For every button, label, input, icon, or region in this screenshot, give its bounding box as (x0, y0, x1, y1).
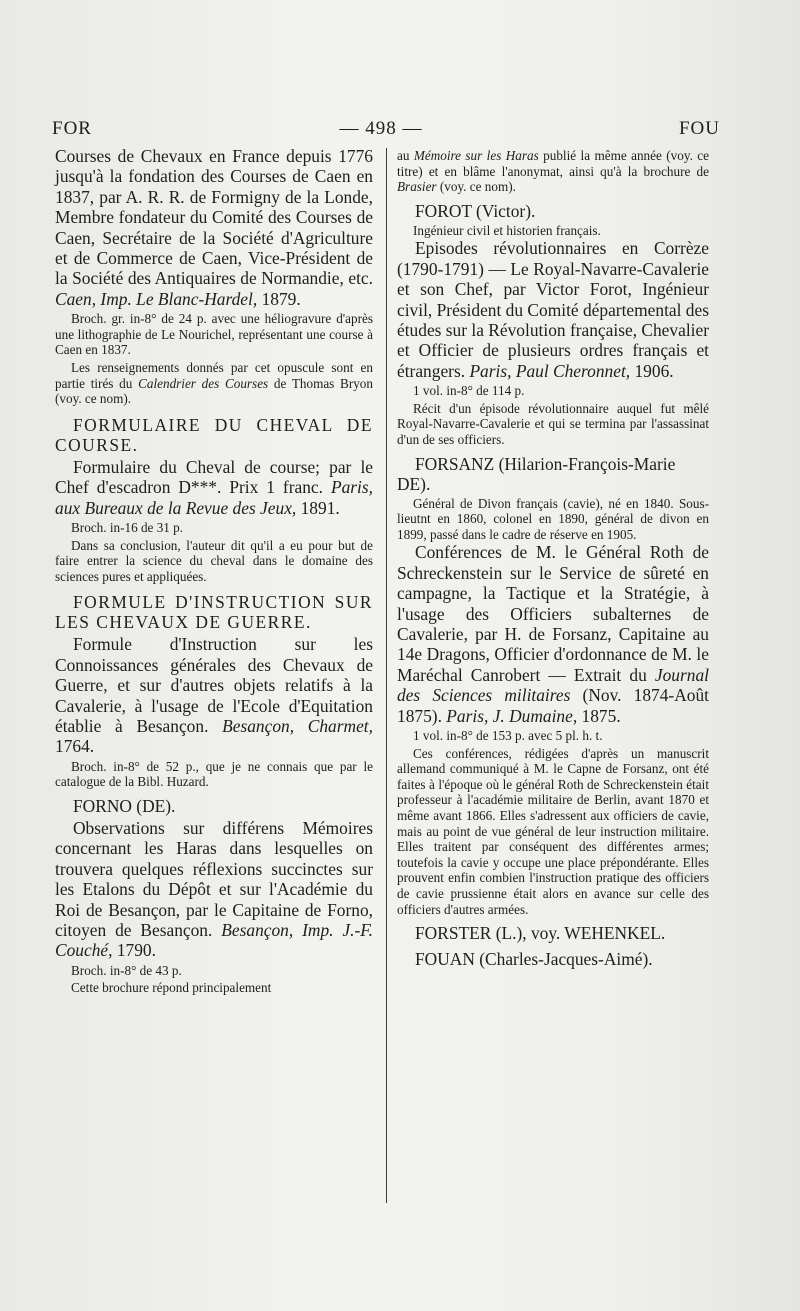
author-bio: Ingénieur civil et historien français. (413, 222, 601, 238)
entry-year: 1906. (630, 360, 674, 381)
entry-note: Broch. in-8° de 52 p., que je ne connais que par le catalogue de la Bibl. Huzard. (55, 758, 373, 790)
note-text: de Thomas Bryon (voy. ce nom). (55, 375, 373, 407)
entry-year: 1764. (55, 736, 95, 757)
entry-note: Cette brochure répond principalement (71, 980, 272, 996)
entry-note: Broch. in-16 de 31 p. (71, 520, 184, 536)
entry-imprint: Caen, Imp. Le Blanc-Hardel, (55, 288, 258, 309)
entry-imprint: Paris, Paul Cheronnet, (469, 360, 631, 381)
entry-imprint: Besançon, Imp. J.-F. Couché, (55, 920, 373, 961)
entry-text: (Nov. 1874-Août 1875). (397, 685, 709, 726)
entry-forsanz (397, 542, 709, 726)
entry-year: 1875. (577, 705, 621, 726)
entry-note: Dans sa conclusion, l'auteur dit qu'il a eu pour but de faire entrer la science du cheval dans le domaine des sciences pures et appliquées. (55, 537, 373, 584)
column-divider (386, 148, 387, 1203)
entry-year: 1790. (112, 940, 156, 961)
page-number: — 498 — (339, 118, 423, 139)
continued-note (397, 148, 709, 195)
entry-formulaire (55, 457, 373, 518)
entry-formule (55, 634, 373, 756)
entry-note: Broch. in-8° de 43 p. (71, 962, 182, 978)
entry-imprint: Besançon, Charmet, (222, 716, 373, 737)
heading-formulaire: FORMULAIRE DU CHEVAL DE COURSE. (55, 414, 373, 455)
heading-forsanz: FORSANZ (Hilarion-François-Marie DE). (397, 453, 676, 494)
note-title: Mémoire sur les Haras (413, 148, 539, 163)
header-left-word: FOR (52, 118, 92, 139)
entry-forno (55, 818, 373, 961)
entry-text: Conférences de M. le Général Roth de Schreckenstein sur le Service de sûreté en campagne, la Tactique et la Stratégie, à l'usage des Officiers subalternes de Cavalerie, par H. de Forsanz, Capitaine au 14e Dragons, Officier d'ordonnance de M. le Maréchal Canrobert — Extrait du (397, 542, 709, 685)
entry-text: Formule d'Instruction sur les Connoissances générales des Chevaux de Guerre, et sur d'autres objets relatifs à la Cavalerie, à l'usage de l'Ecole d'Equitation établie à Besançon. (55, 634, 373, 737)
heading-formule: FORMULE D'INSTRUCTION SUR LES CHEVAUX DE GUERRE. (55, 592, 373, 633)
entry-year: 1879. (257, 288, 301, 309)
heading-fouan: FOUAN (Charles-Jacques-Aimé). (415, 949, 653, 970)
entry-note: Broch. gr. in-8° de 24 p. avec une héliogravure d'après une lithographie de Le Nourichel, représentant une course à Caen en 1837. (55, 311, 373, 358)
note-text: publié la même année (voy. ce titre) et en blâme l'anonymat, ainsi qu'à la brochure de (397, 148, 709, 179)
entry-imprint: Paris, J. Dumaine, (446, 705, 578, 726)
header-right-word: FOU (678, 118, 720, 139)
entry-note: 1 vol. in-8° de 153 p. avec 5 pl. h. t. (413, 728, 603, 744)
author-bio: Général de Divon français (cavie), né en 1840. Sous-lieutnt en 1860, colonel en 1890, général de divon en 1899, passé dans le cadre de réserve en 1905. (397, 495, 709, 542)
heading-forot: FOROT (Victor). (415, 200, 536, 221)
entry-text: Episodes révolutionnaires en Corrèze (1790-1791) — Le Royal-Navarre-Cavalerie et son Chef, par Victor Forot, Ingénieur civil, Président du Comité départemental des études sur la Révolution française, Chevalier et Officier de plusieurs ordres français et étrangers. (397, 238, 709, 381)
entry-courses-caen (55, 146, 373, 309)
note-name: Brasier (397, 179, 437, 195)
entry-note: 1 vol. in-8° de 114 p. (413, 383, 525, 399)
entry-journal-title: Journal des Sciences militaires (397, 664, 709, 706)
heading-forster: FORSTER (L.), voy. WEHENKEL. (415, 923, 666, 944)
note-title: Calendrier des Courses (138, 375, 269, 391)
page-header (52, 118, 720, 148)
entry-text: Formulaire du Cheval de course; par le Chef d'escadron D***. Prix 1 franc. (55, 456, 373, 498)
entry-text: Courses de Chevaux en France depuis 1776 jusqu'à la fondation des Courses de Caen en 1837, par A. R. R. de Formigny de la Londe, Membre fondateur du Comité des Courses de Caen, Secrétaire de la Société d'Agriculture et de Commerce de Caen, Vice-Président de la Société des Antiquaires de Normandie, etc. (55, 146, 373, 289)
note-text: Les renseignements donnés par cet opuscule sont en partie tirés du (55, 360, 373, 391)
heading-forno: FORNO (DE). (73, 796, 176, 817)
note-text: (voy. ce nom). (436, 179, 516, 195)
right-column (397, 146, 709, 971)
entry-note (55, 360, 373, 407)
entry-note: Récit d'un épisode révolutionnaire auquel fut mêlé Royal-Navarre-Cavalerie et qui se termina par l'assassinat d'un de ses officiers. (397, 400, 709, 447)
note-text: au (397, 148, 414, 163)
left-column (55, 146, 373, 996)
entry-year: 1891. (296, 497, 340, 518)
entry-forot (397, 238, 709, 381)
entry-text: Observations sur différens Mémoires concernant les Haras dans lesquelles on trouvera quelques réflexions succinctes sur les Etalons du Dépôt et sur l'Académie du Roi de Besançon, par le Capitaine de Forno, citoyen de Besançon. (55, 818, 373, 941)
entry-note: Ces conférences, rédigées d'après un manuscrit allemand communiqué à M. le Capne de Forsanz, ont été faites à l'époque où le général Roth de Schreckenstein était professeur à l'académie militaire de Berlin, avant 1870 et même avant 1866. Elles s'adressent aux officiers de cavie, mais au point de vue général de leur instruction militaire. Elles traitent par conséquent des différentes armes; toutefois la cavie y occupe une place prépondérante. Elles prouvent enfin combien l'instruction pratique des officiers de cavie prussienne était alors en avance sur celle des officiers d'autres armées. (397, 745, 709, 917)
entry-imprint: Paris, aux Bureaux de la Revue des Jeux, (55, 477, 373, 518)
